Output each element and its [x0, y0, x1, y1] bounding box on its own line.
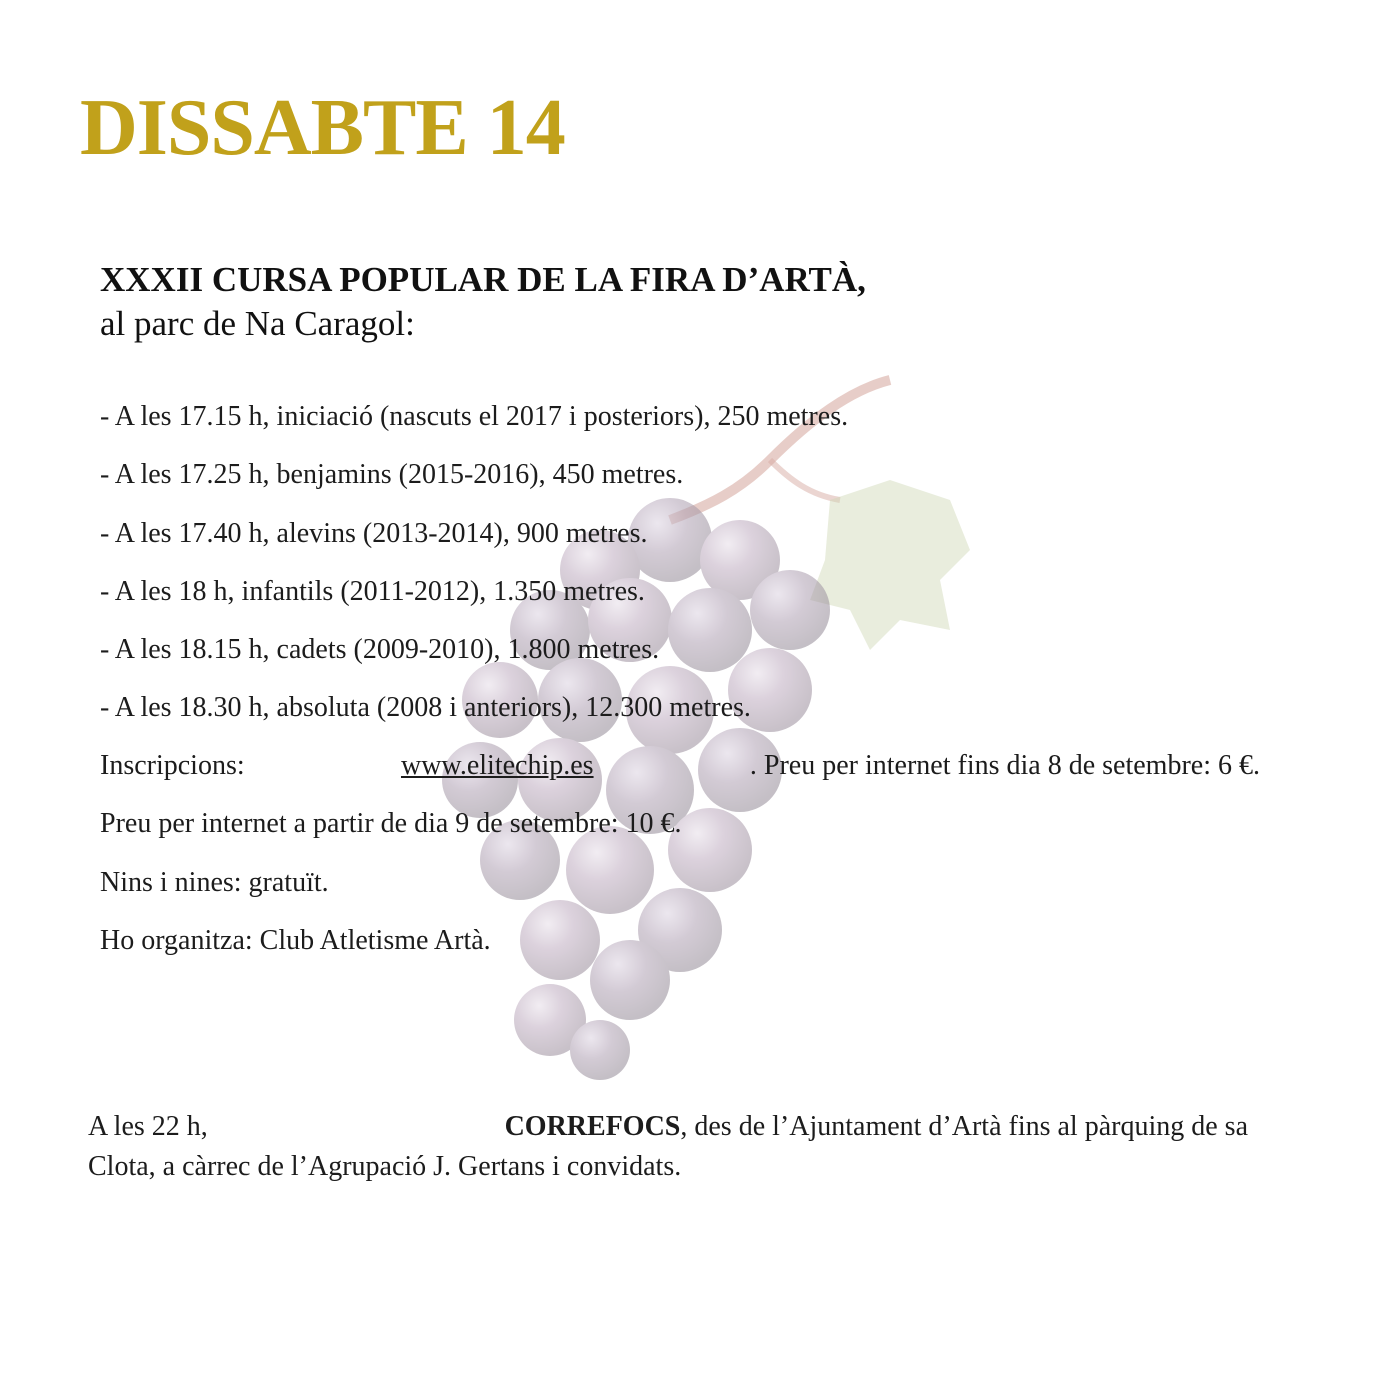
correfocs-prefix: A les 22 h,: [88, 1111, 208, 1142]
kids-price-line: Nins i nines: gratuït.: [100, 866, 329, 898]
organizer-line: Ho organitza: Club Atletisme Artà.: [100, 924, 491, 956]
registration-link[interactable]: www.elitechip.es: [400, 750, 594, 781]
event-location: al parc de Na Caragol:: [100, 304, 415, 343]
late-price-line: Preu per internet a partir de dia 9 de setembre: 10 €.: [100, 808, 682, 840]
registration-label: Inscripcions:: [100, 750, 245, 781]
race-item: - A les 18 h, infantils (2011-2012), 1.350 metres.: [100, 575, 645, 607]
race-item: - A les 18.15 h, cadets (2009-2010), 1.800 metres.: [100, 634, 660, 666]
correfocs-line-1: [88, 1107, 1248, 1147]
event-heading: [100, 258, 866, 346]
correfocs-rest: , des de l’Ajuntament d’Artà fins al pàrquing de sa: [680, 1111, 1248, 1142]
race-item: - A les 18.30 h, absoluta (2008 i anteriors), 12.300 metres.: [100, 692, 751, 724]
correfocs-name: CORREFOCS: [504, 1111, 681, 1142]
day-title: DISSABTE 14: [80, 84, 565, 172]
correfocs-line-2: Clota, a càrrec de l’Agrupació J. Gertans i convidats.: [88, 1151, 682, 1182]
registration-line: [100, 741, 1260, 799]
event-name: XXXII CURSA POPULAR DE LA FIRA D’ARTÀ: [100, 260, 858, 299]
race-item: - A les 17.25 h, benjamins (2015-2016), 450 metres.: [100, 459, 684, 491]
correfocs-paragraph: [88, 1107, 1248, 1187]
event-name-comma: ,: [857, 260, 866, 299]
race-item: - A les 17.15 h, iniciació (nascuts el 2017 i posteriors), 250 metres.: [100, 401, 849, 432]
race-schedule-list: [100, 392, 1260, 742]
registration-rest: . Preu per internet fins dia 8 de setembre: 6 €.: [749, 750, 1260, 781]
race-item: - A les 17.40 h, alevins (2013-2014), 900 metres.: [100, 517, 648, 549]
race-info: [100, 741, 1260, 974]
